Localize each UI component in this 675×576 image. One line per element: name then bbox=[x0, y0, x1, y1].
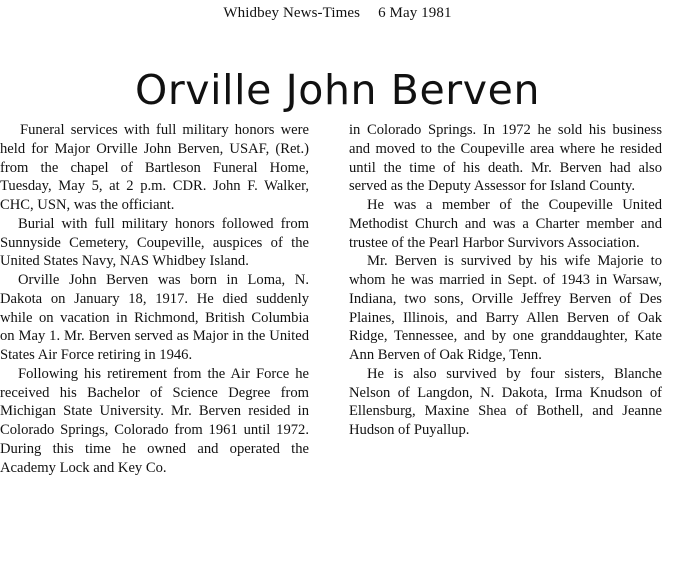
article-column-left bbox=[0, 121, 309, 477]
paragraph-funeral-services: Funeral services with full military honors were held for Major Orville John Berven, USAF, (Ret.) from the chapel of Bartleson Funeral Home, Tuesday, May 5, at 2 p.m. CDR. John F. Walker, CHC, USN, was the officiant. bbox=[0, 122, 309, 213]
paragraph-burial: Burial with full military honors followed from Sunnyside Cemetery, Coupeville, auspices of the United States Navy, NAS Whidbey Island. bbox=[0, 215, 309, 270]
paragraph-survivors-family: Mr. Berven is survived by his wife Majorie to whom he was married in Sept. of 1943 in Warsaw, Indiana, two sons, Orville Jeffrey Berven of Des Plaines, Illinois, and Barry Allen Berven of Oak Ridge, Tennessee, and by one granddaughter, Kate Ann Berven of Oak Ridge, Tenn. bbox=[349, 253, 662, 363]
paragraph-survivors-sisters: He is also survived by four sisters, Blanche Nelson of Langdon, N. Dakota, Irma Knudson of Ellensburg, Maxine Shea of Bothell, and Jeanne Hudson of Puyallup. bbox=[349, 365, 662, 438]
paragraph-education-and-career: Following his retirement from the Air Force he received his Bachelor of Science Degree from Michigan State University. Mr. Berven resided in Colorado Springs, Colorado from 1961 until 1972. During this time he owned and operated the Academy Lock and Key Co. bbox=[0, 365, 309, 476]
article-column-right bbox=[349, 121, 662, 440]
masthead bbox=[0, 3, 675, 23]
paragraph-birth-and-death: Orville John Berven was born in Loma, N. Dakota on January 18, 1917. He died suddenly while on vacation in Richmond, British Columbia on May 1. Mr. Berven served as Major in the United States Air Force retiring in 1946. bbox=[0, 272, 309, 363]
paragraph-career-continued: in Colorado Springs. In 1972 he sold his business and moved to the Coupeville area where he resided until the time of his death. Mr. Berven had also served as the Deputy Assessor for Island County. bbox=[349, 122, 662, 195]
obituary-headline: Orville John Berven bbox=[134, 66, 541, 114]
paragraph-memberships: He was a member of the Coupeville United Methodist Church and was a Charter member and trustee of the Pearl Harbor Survivors Association. bbox=[349, 197, 662, 251]
publication-name: Whidbey News-Times bbox=[223, 5, 361, 21]
publication-date: 6 May 1981 bbox=[378, 5, 452, 21]
